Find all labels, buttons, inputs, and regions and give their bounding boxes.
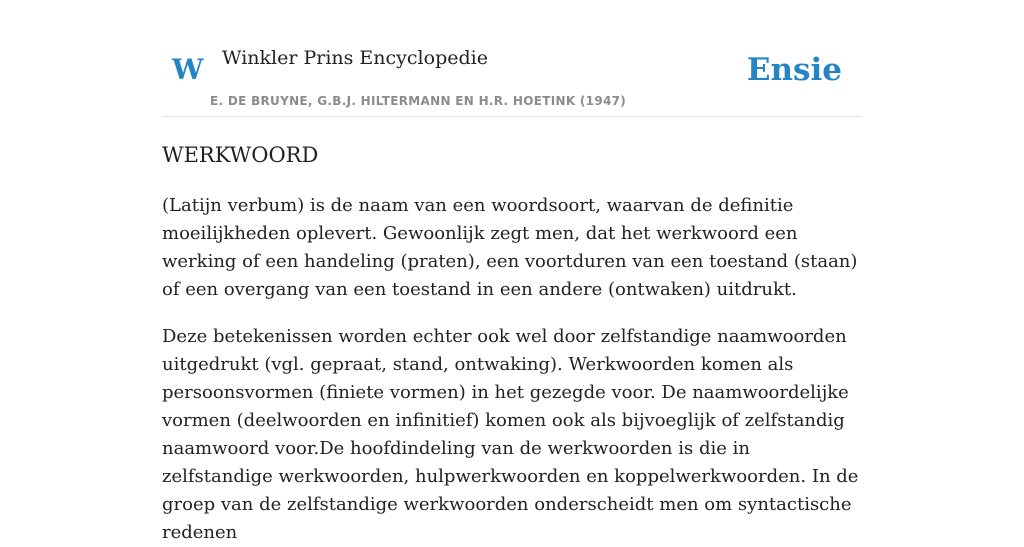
publisher-logo-icon[interactable]: W [172,53,204,86]
ensie-logo-link[interactable]: Ensie [746,52,842,88]
book-title-link[interactable]: Winkler Prins Encyclopedie [222,47,488,69]
book-header [162,0,862,117]
article-headword: WERKWOORD [162,143,319,167]
article [162,138,862,547]
article-paragraph: Deze betekenissen worden echter ook wel door zelfstandige naamwoorden uitgedrukt (vgl. gepraat, stand, ontwaking). Werkwoorden komen als persoonsvormen (finiete vormen) in het gezegde voor. De naamwoordelijke vormen (deelwoorden en infinitief) komen ook als bijvoeglijk of zelfstandig naamwoord voor.De hoofdindeling van de werkwoorden is die in zelfstandige werkwoorden, hulpwerkwoorden en koppelwerkwoorden. In de groep van de zelfstandige werkwoorden onderscheidt men om syntactische redenen [162,326,859,543]
article-paragraph: (Latijn verbum) is de naam van een woordsoort, waarvan de definitie moeilijkheden oplevert. Gewoonlijk zegt men, dat het werkwoord een werking of een handeling (praten), een voortduren van een toestand (staan) of een overgang van een toestand in een andere (ontwaken) uitdrukt. [162,195,858,300]
book-authors: E. DE BRUYNE, G.B.J. HILTERMANN EN H.R. HOETINK (1947) [210,94,627,108]
